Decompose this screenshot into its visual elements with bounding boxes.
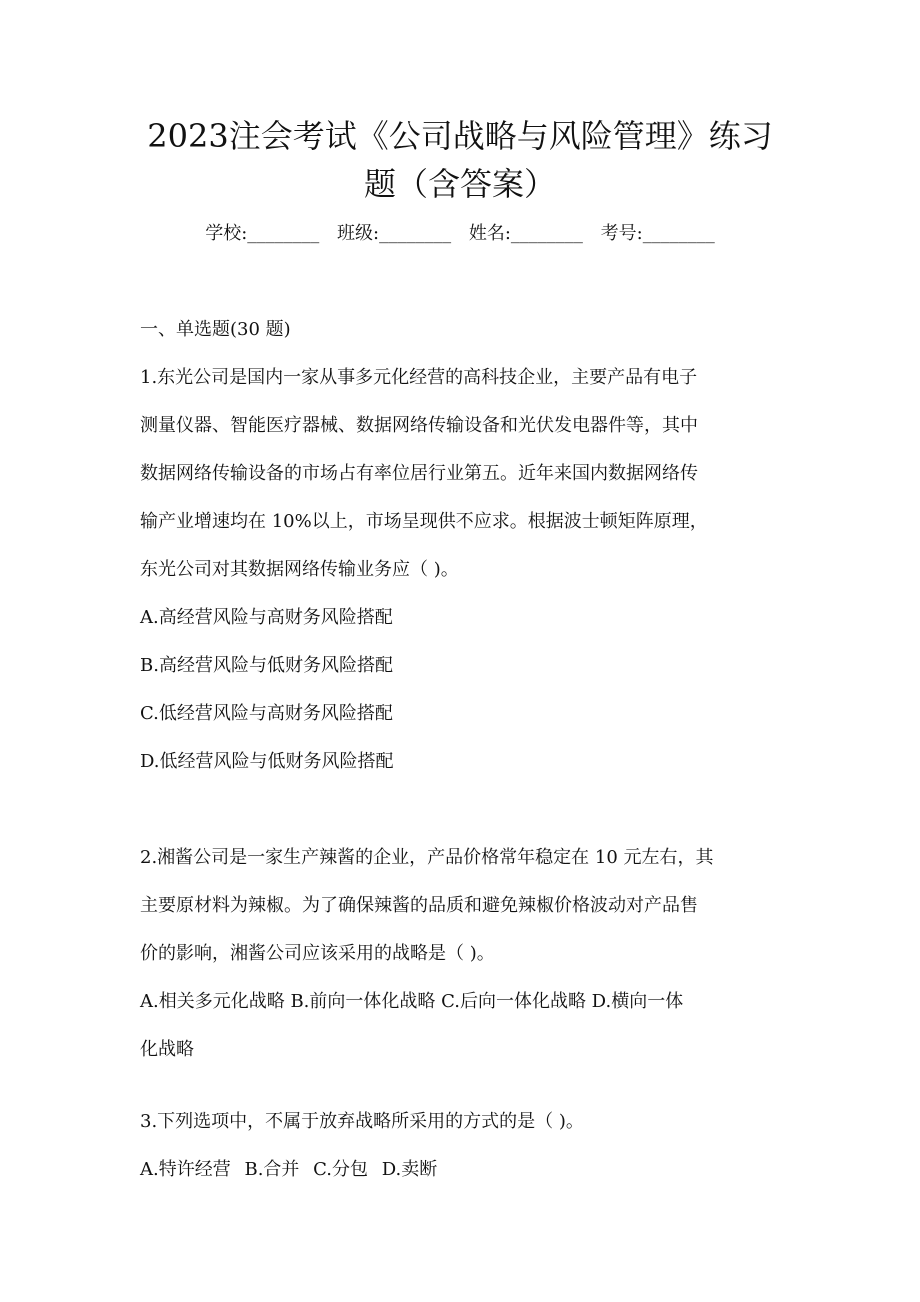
name-field: 姓名:________ — [468, 223, 583, 244]
question-1-stem-line: 1.东光公司是国内一家从事多元化经营的高科技企业，主要产品有电子 — [140, 367, 698, 388]
question-1-stem-line: 数据网络传输设备的市场占有率位居行业第五。近年来国内数据网络传 — [140, 463, 698, 484]
question-3-option-b: B.合并 — [244, 1159, 300, 1180]
question-2-options-line: 化战略 — [140, 1039, 194, 1060]
question-1-option-d: D.低经营风险与低财务风险搭配 — [140, 751, 394, 772]
question-1-stem-line: 输产业增速均在 10%以上，市场呈现供不应求。根据波士顿矩阵原理， — [140, 511, 708, 532]
question-1-option-b: B.高经营风险与低财务风险搭配 — [140, 655, 393, 676]
document-title-line-1: 2023注会考试《公司战略与风险管理》练习 — [147, 117, 773, 155]
school-field: 学校:________ — [205, 223, 320, 244]
question-1-stem-line: 测量仪器、智能医疗器械、数据网络传输设备和光伏发电器件等，其中 — [140, 415, 698, 436]
question-3-option-a: A.特许经营 — [140, 1159, 231, 1180]
question-3-option-c: C.分包 — [313, 1159, 369, 1180]
question-3-stem-line: 3.下列选项中，不属于放弃战略所采用的方式的是（ )。 — [140, 1111, 584, 1132]
question-2-stem-line: 价的影响，湘酱公司应该采用的战略是（ )。 — [140, 943, 495, 964]
student-info-row — [0, 220, 920, 248]
section-heading: 一、单选题(30 题) — [140, 319, 291, 340]
question-2-stem-line: 主要原材料为辣椒。为了确保辣酱的品质和避免辣椒价格波动对产品售 — [140, 895, 698, 916]
class-field: 班级:________ — [337, 223, 452, 244]
question-3-options — [140, 1156, 800, 1184]
question-1-stem-line: 东光公司对其数据网络传输业务应（ )。 — [140, 559, 459, 580]
question-2-options-line: A.相关多元化战略 B.前向一体化战略 C.后向一体化战略 D.横向一体 — [140, 991, 684, 1012]
question-3-option-d: D.卖断 — [381, 1159, 438, 1180]
question-1-option-c: C.低经营风险与高财务风险搭配 — [140, 703, 393, 724]
question-1-option-a: A.高经营风险与高财务风险搭配 — [140, 607, 393, 628]
question-2-stem-line: 2.湘酱公司是一家生产辣酱的企业，产品价格常年稳定在 10 元左右，其 — [140, 847, 714, 868]
exam-number-field: 考号:________ — [600, 223, 715, 244]
document-title-line-2: 题（含答案） — [363, 165, 556, 203]
